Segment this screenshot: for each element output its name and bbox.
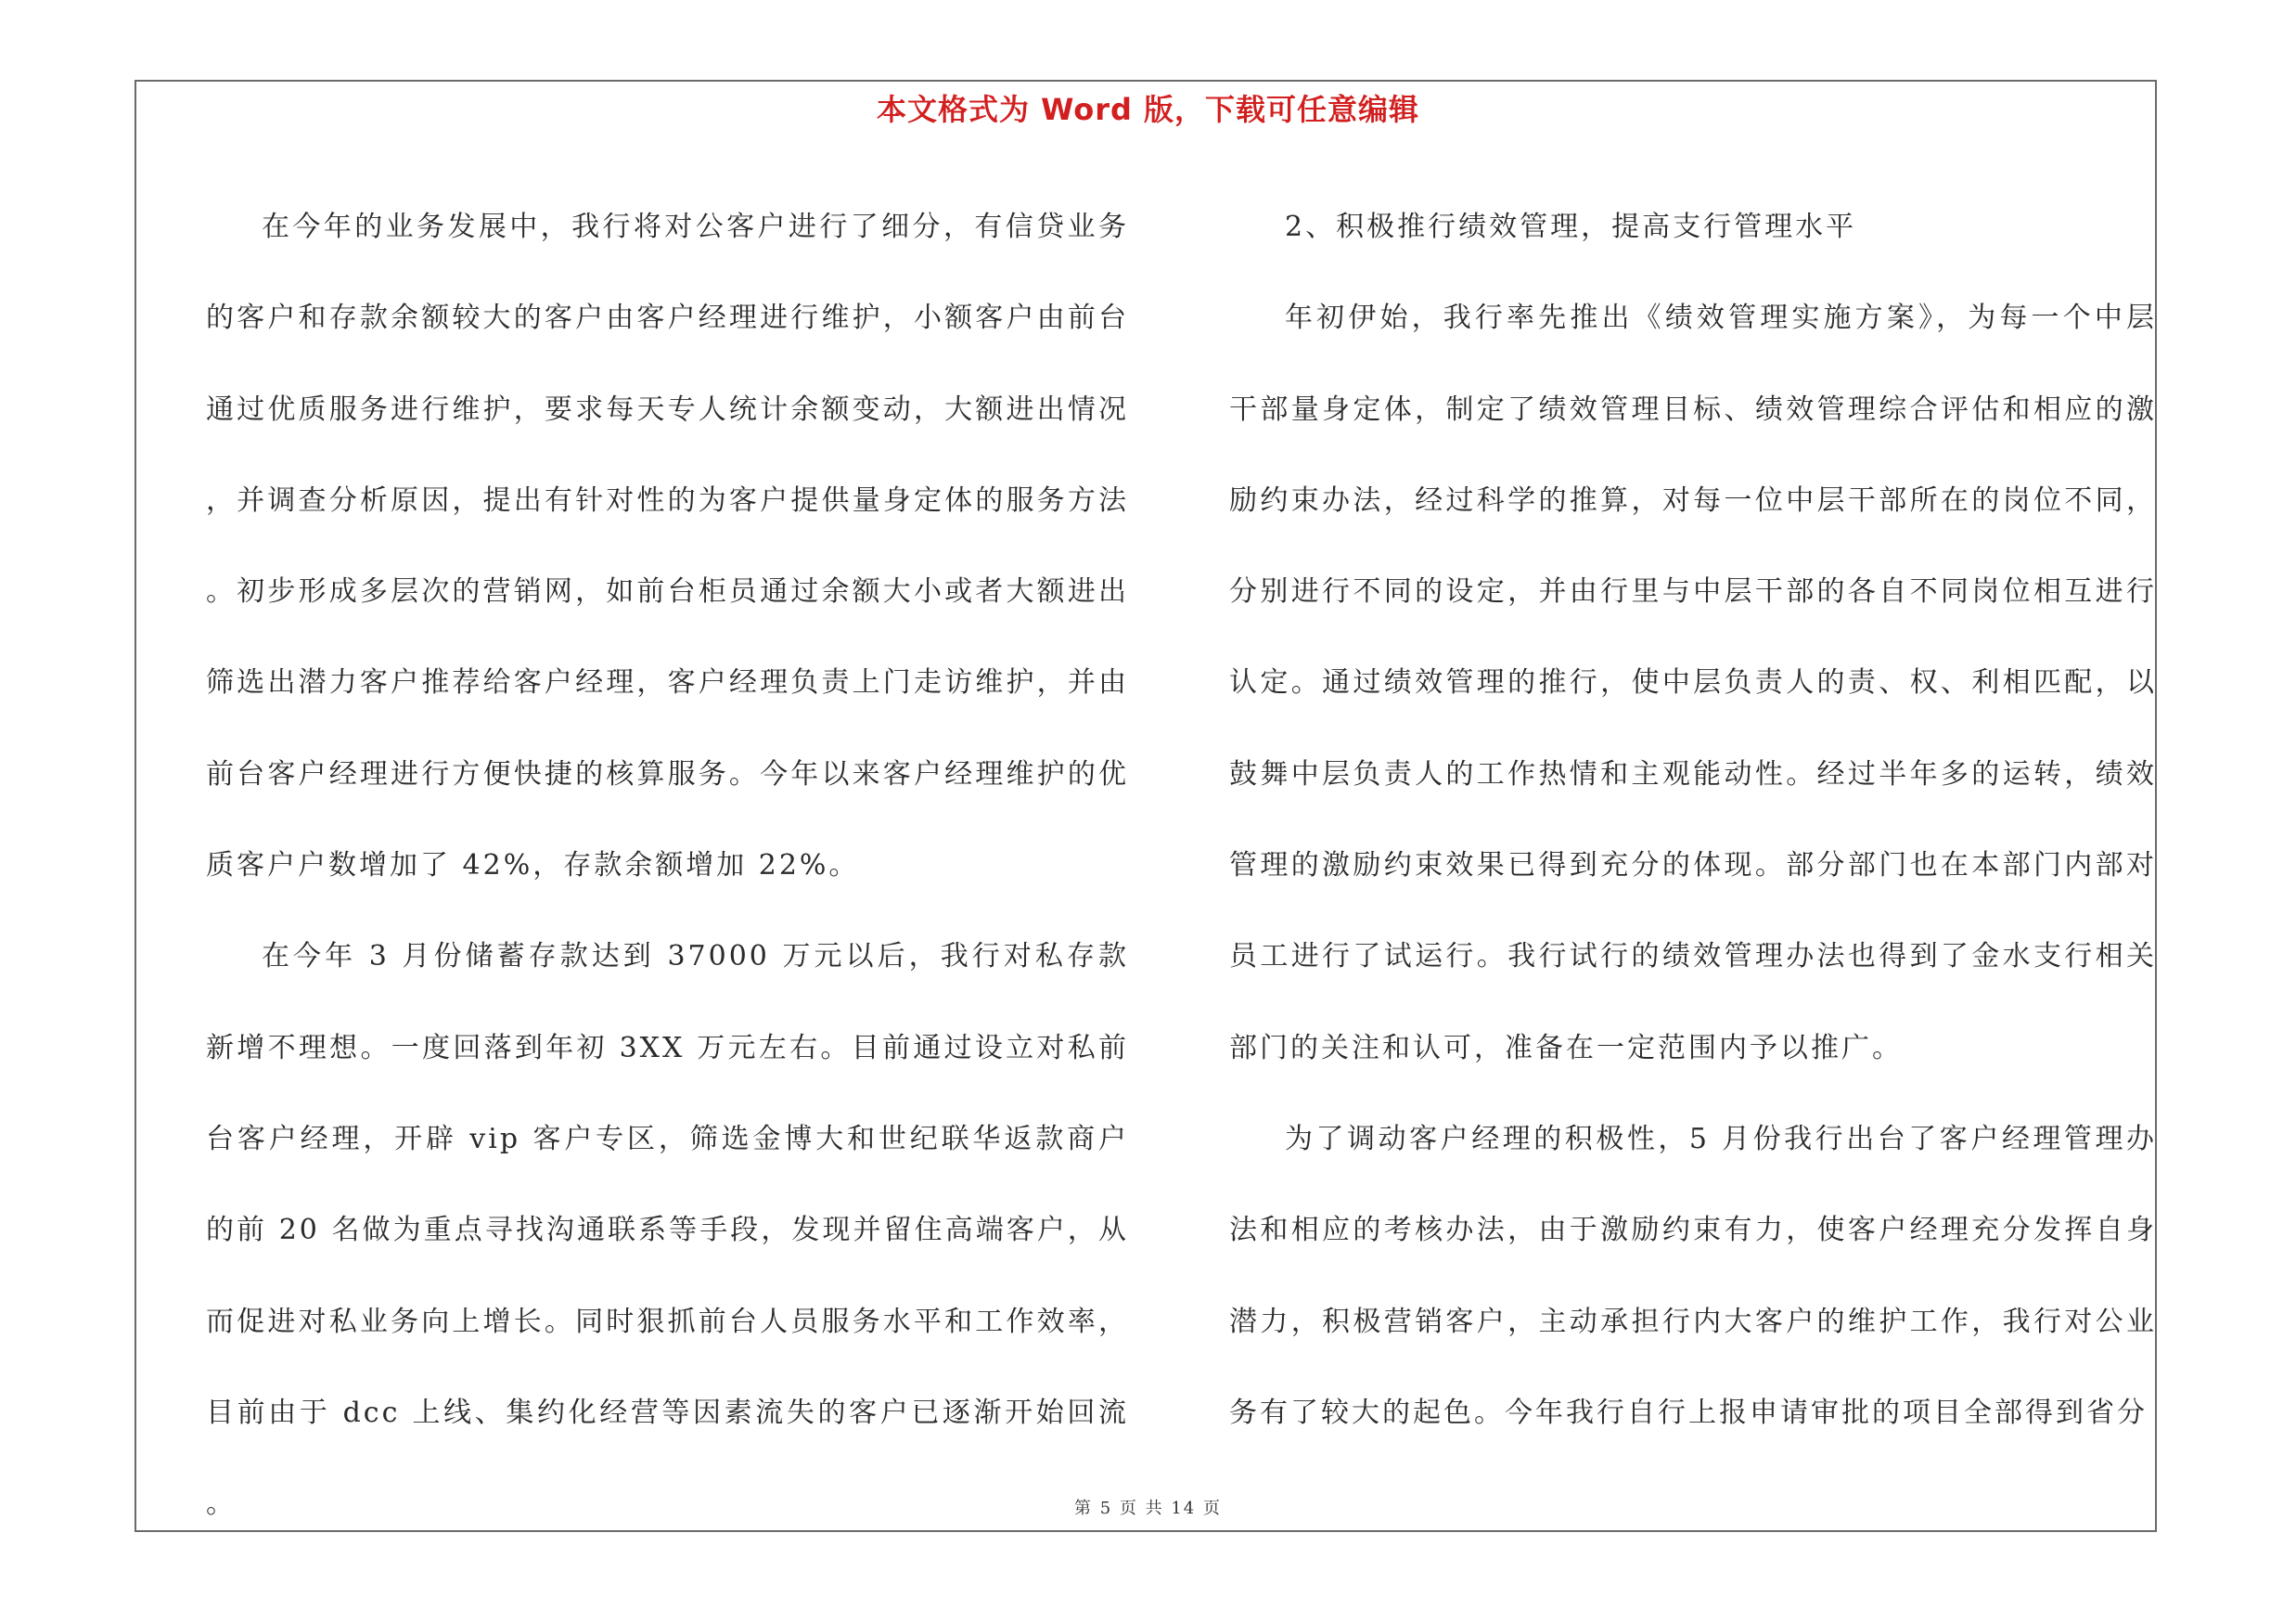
left-text-column [206,182,1129,1550]
format-notice-banner [0,91,2296,128]
paragraph: 年初伊始，我行率先推出《绩效管理实施方案》，为每一个中层干部量身定体，制定了绩效管理目标、绩效管理综合评估和相应的激励约束办法，经过科学的推算，对每一位中层干部所在的岗位不同，分别进行不同的设定，并由行里与中层干部的各自不同岗位相互进行认定。通过绩效管理的推行，使中层负责人的责、权、利相匹配，以鼓舞中层负责人的工作热情和主观能动性。经过半年多的运转，绩效管理的激励约束效果已得到充分的体现。部分部门也在本部门内部对员工进行了试运行。我行试行的绩效管理办法也得到了金水支行相关部门的关注和认可，准备在一定范围内予以推广。 [1229,302,2157,1064]
page-number-footer [0,1495,2296,1519]
paragraph: 为了调动客户经理的积极性，5 月份我行出台了客户经理管理办法和相应的考核办法，由于激励约束有力，使客户经理充分发挥自身潜力，积极营销客户，主动承担行内大客户的维护工作，我行对公业务有了较大的起色。今年我行自行上报申请审批的项目全部得到省分 [1229,1122,2157,1429]
paragraph: 在今年 3 月份储蓄存款达到 37000 万元以后，我行对私存款新增不理想。一度回落到年初 3XX 万元左右。目前通过设立对私前台客户经理，开辟 vip 客户专区，筛选金博大和世纪联华返款商户的前 20 名做为重点寻找沟通联系等手段，发现并留住高端客户，从而促进对私业务向上增长。同时狠抓前台人员服务水平和工作效率，目前由于 dcc 上线、集约化经营等因素流失的客户已逐渐开始回流。 [206,940,1129,1521]
right-text-column [1229,182,2157,1459]
page-number-text: 第 5 页 共 14 页 [1074,1499,1222,1518]
format-notice-text: 本文格式为 Word 版，下载可任意编辑 [876,92,1420,127]
section-heading: 2、积极推行绩效管理，提高支行管理水平 [1285,211,1857,243]
paragraph: 在今年的业务发展中，我行将对公客户进行了细分，有信贷业务的客户和存款余额较大的客户由客户经理进行维护，小额客户由前台通过优质服务进行维护，要求每天专人统计余额变动，大额进出情况，并调查分析原因，提出有针对性的为客户提供量身定体的服务方法。初步形成多层次的营销网，如前台柜员通过余额大小或者大额进出筛选出潜力客户推荐给客户经理，客户经理负责上门走访维护，并由前台客户经理进行方便快捷的核算服务。今年以来客户经理维护的优质客户户数增加了 42%，存款余额增加 22%。 [206,211,1129,882]
